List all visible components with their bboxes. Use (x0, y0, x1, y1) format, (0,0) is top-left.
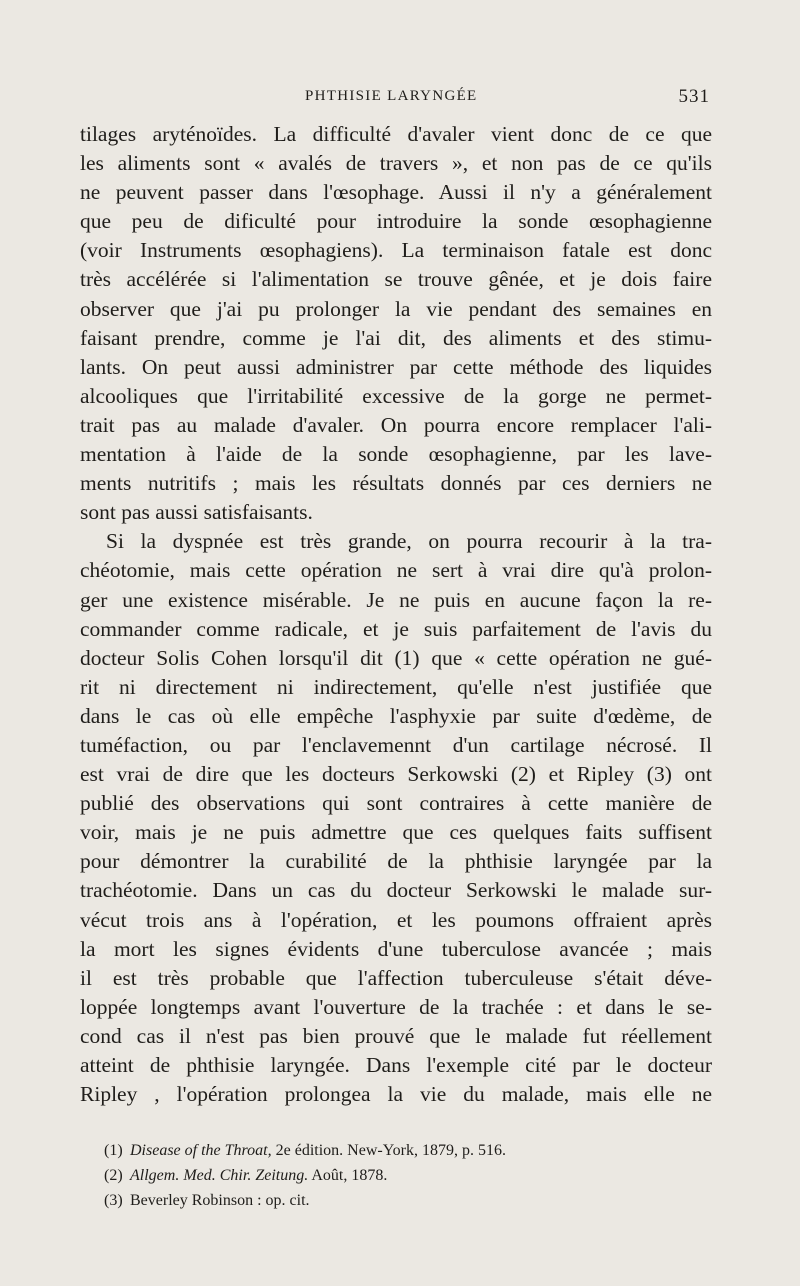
text-line: ments nutritifs ; mais les résultats donnés par ces derniers ne (80, 471, 712, 496)
text-line: Ripley , l'opération prolongea la vie du malade, mais elle ne (80, 1082, 712, 1107)
text-line: ne peuvent passer dans l'œsophage. Aussi il n'y a généralement (80, 180, 712, 205)
footnote-details: Août, 1878. (308, 1167, 388, 1184)
text-line: tilages aryténoïdes. La difficulté d'avaler vient donc de ce que (80, 122, 712, 146)
text-line: publié des observations qui sont contraires à cette manière de (80, 791, 712, 816)
paragraph-end-line: sont pas aussi satisfaisants. (80, 500, 313, 525)
text-line: (voir Instruments œsophagiens). La terminaison fatale est donc (80, 238, 712, 263)
footnote-work-title: Disease of the Throat, (130, 1142, 272, 1159)
text-line: très accélérée si l'alimentation se trouve gênée, et je dois faire (80, 267, 712, 292)
text-line: lants. On peut aussi administrer par cette méthode des liquides (80, 354, 712, 379)
text-line: observer que j'ai pu prolonger la vie pendant des semaines en (80, 296, 712, 321)
paragraph-start-line: Si la dyspnée est très grande, on pourra recourir à la tra- (106, 529, 712, 554)
text-line: commander comme radicale, et je suis parfaitement de l'avis du (80, 616, 712, 641)
text-line: il est très probable que l'affection tuberculeuse s'était déve- (80, 965, 712, 990)
text-line: alcooliques que l'irritabilité excessive de la gorge ne permet- (80, 383, 712, 408)
body-text (80, 120, 712, 1109)
text-line: mentation à l'aide de la sonde œsophagienne, par les lave- (80, 442, 712, 467)
text-line: voir, mais je ne puis admettre que ces quelques faits suffisent (80, 820, 712, 845)
footnotes (104, 1138, 714, 1213)
footnote (104, 1138, 714, 1163)
running-head (0, 88, 800, 112)
footnote-details: Beverley Robinson : op. cit. (130, 1192, 310, 1209)
text-line: chéotomie, mais cette opération ne sert à vrai dire qu'à prolon- (80, 558, 712, 583)
text-line: docteur Solis Cohen lorsqu'il dit (1) que « cette opération ne gué- (80, 645, 712, 670)
footnote (104, 1163, 714, 1188)
text-line: faisant prendre, comme je l'ai dit, des aliments et des stimu- (80, 325, 712, 350)
footnote-marker: (3) (104, 1192, 123, 1209)
text-line: atteint de phthisie laryngée. Dans l'exemple cité par le docteur (80, 1053, 712, 1077)
text-line: est vrai de dire que les docteurs Serkowski (2) et Ripley (3) ont (80, 762, 712, 787)
text-line: cond cas il n'est pas bien prouvé que le malade fut réellement (80, 1023, 712, 1048)
footnote (104, 1188, 714, 1213)
footnote-marker: (2) (104, 1167, 123, 1184)
text-line: rit ni directement ni indirectement, qu'elle n'est justifiée que (80, 674, 712, 699)
page-number: 531 (678, 86, 710, 107)
text-line: les aliments sont « avalés de travers », et non pas de ce qu'ils (80, 151, 712, 176)
text-line: pour démontrer la curabilité de la phthisie laryngée par la (80, 849, 712, 874)
footnote-marker: (1) (104, 1142, 123, 1159)
text-line: dans le cas où elle empêche l'asphyxie par suite d'œdème, de (80, 703, 712, 728)
text-line: trachéotomie. Dans un cas du docteur Serkowski le malade sur- (80, 878, 712, 903)
text-line: ger une existence misérable. Je ne puis en aucune façon la re- (80, 587, 712, 612)
text-line: la mort les signes évidents d'une tuberculose avancée ; mais (80, 936, 712, 961)
footnote-details: 2e édition. New-York, 1879, p. 516. (271, 1142, 506, 1159)
text-line: loppée longtemps avant l'ouverture de la trachée : et dans le se- (80, 994, 712, 1019)
text-line: tuméfaction, ou par l'enclavemennt d'un cartilage nécrosé. Il (80, 732, 712, 757)
text-line: vécut trois ans à l'opération, et les poumons offraient après (80, 907, 712, 932)
running-title: PHTHISIE LARYNGÉE (305, 88, 478, 104)
footnote-work-title: Allgem. Med. Chir. Zeitung. (130, 1167, 309, 1184)
text-line: que peu de dificulté pour introduire la sonde œsophagienne (80, 209, 712, 234)
text-line: trait pas au malade d'avaler. On pourra encore remplacer l'ali- (80, 412, 712, 437)
